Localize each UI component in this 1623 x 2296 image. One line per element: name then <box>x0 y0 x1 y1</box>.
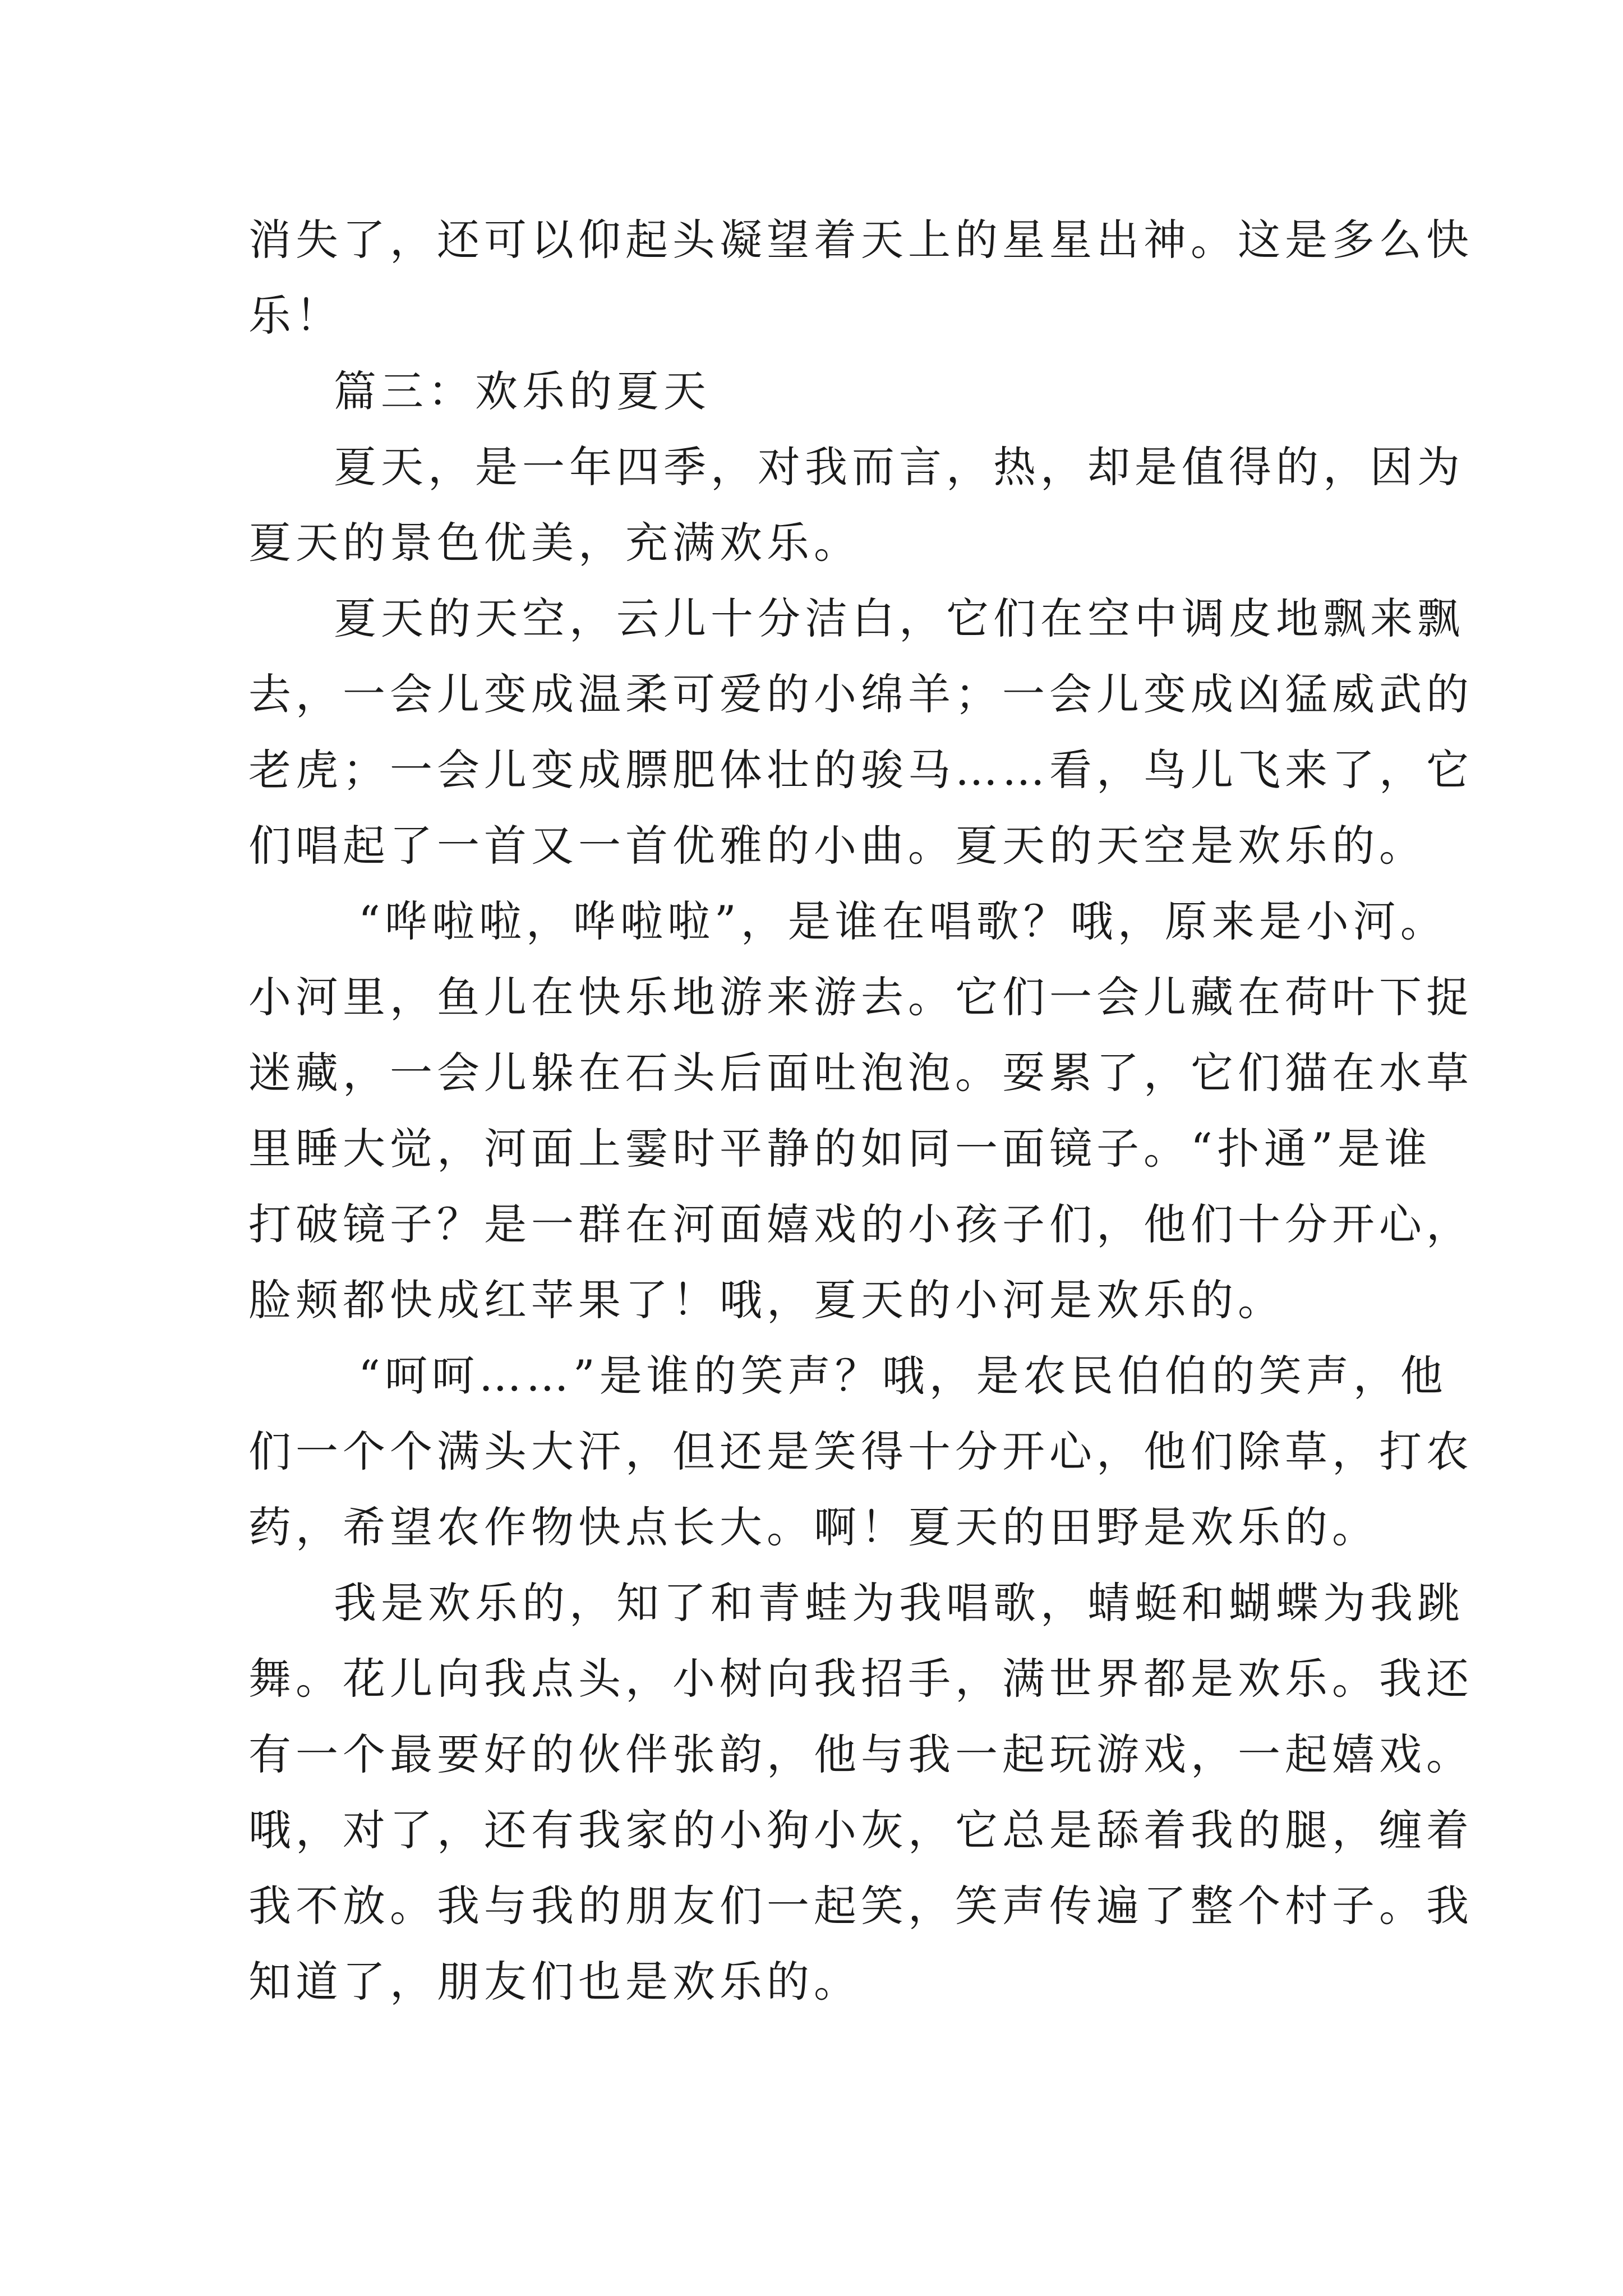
text-line: 迷藏，一会儿躲在石头后面吐泡泡。耍累了，它们猫在水草 <box>248 1048 1473 1098</box>
text-line: “哗啦啦，哗啦啦”，是谁在唱歌？哦，原来是小河。 <box>358 896 1447 946</box>
text-line: 里睡大觉，河面上霎时平静的如同一面镜子。“扑通”是谁 <box>248 1124 1432 1174</box>
text-line: 舞。花儿向我点头，小树向我招手，满世界都是欢乐。我还 <box>248 1654 1473 1704</box>
text-line: “呵呵……”是谁的笑声？哦，是农民伯伯的笑声，他 <box>358 1351 1447 1401</box>
section-heading: 篇三：欢乐的夏天 <box>334 366 711 416</box>
text-line: 小河里，鱼儿在快乐地游来游去。它们一会儿藏在荷叶下捉 <box>248 972 1473 1022</box>
text-line: 夏天的景色优美，充满欢乐。 <box>248 518 861 568</box>
text-line: 我不放。我与我的朋友们一起笑，笑声传遍了整个村子。我 <box>248 1881 1473 1931</box>
text-line: 哦，对了，还有我家的小狗小灰，它总是舔着我的腿，缠着 <box>248 1805 1473 1855</box>
text-line: 我是欢乐的，知了和青蛙为我唱歌，蜻蜓和蝴蝶为我跳 <box>334 1578 1464 1628</box>
text-line: 有一个最要好的伙伴张韵，他与我一起玩游戏，一起嬉戏。 <box>248 1729 1473 1779</box>
text-line: 们一个个满头大汗，但还是笑得十分开心，他们除草，打农 <box>248 1427 1473 1476</box>
text-line: 夏天的天空，云儿十分洁白，它们在空中调皮地飘来飘 <box>334 593 1464 643</box>
text-line: 们唱起了一首又一首优雅的小曲。夏天的天空是欢乐的。 <box>248 821 1426 871</box>
text-line: 乐！ <box>248 291 343 341</box>
text-line: 去，一会儿变成温柔可爱的小绵羊；一会儿变成凶猛威武的 <box>248 669 1473 719</box>
text-line: 药，希望农作物快点长大。啊！夏天的田野是欢乐的。 <box>248 1502 1379 1552</box>
text-line: 消失了，还可以仰起头凝望着天上的星星出神。这是多么快 <box>248 215 1473 265</box>
text-line: 夏天，是一年四季，对我而言，热，却是值得的，因为 <box>334 442 1464 492</box>
text-line: 知道了，朋友们也是欢乐的。 <box>248 1957 861 2007</box>
text-line: 老虎；一会儿变成膘肥体壮的骏马……看，鸟儿飞来了，它 <box>248 745 1473 795</box>
essay-body <box>248 202 1473 2019</box>
text-line: 打破镜子？是一群在河面嬉戏的小孩子们，他们十分开心， <box>248 1199 1473 1249</box>
text-line: 脸颊都快成红苹果了！哦，夏天的小河是欢乐的。 <box>248 1275 1285 1325</box>
